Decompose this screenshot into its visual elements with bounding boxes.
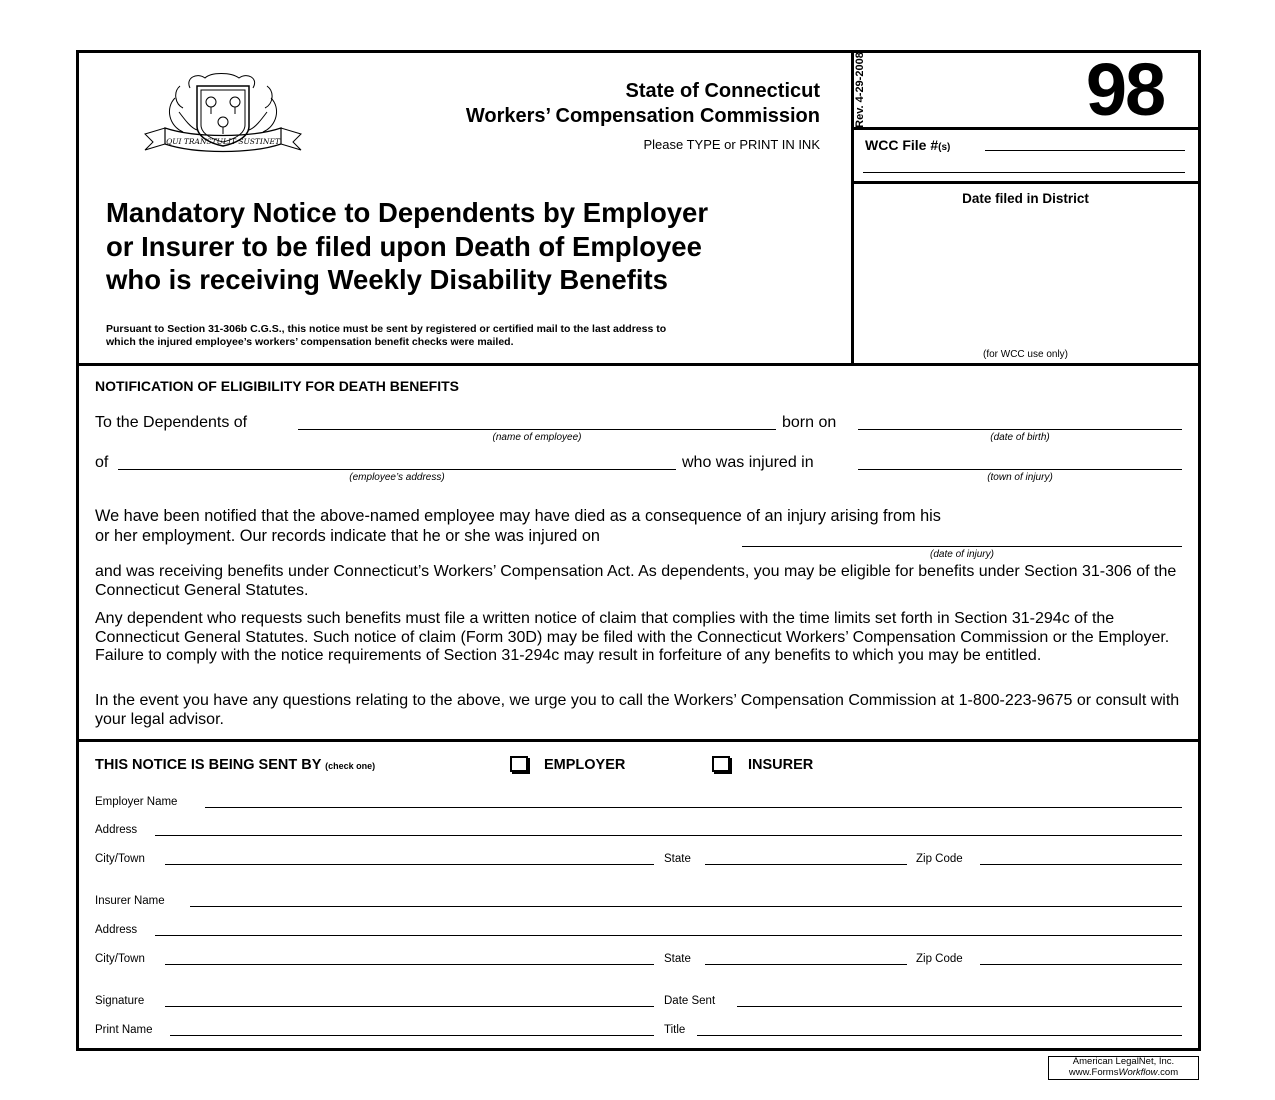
employer-name-input[interactable] [205,807,1182,808]
employer-state-input[interactable] [705,864,907,865]
insurer-state-input[interactable] [705,964,907,965]
date-sent-label: Date Sent [664,995,716,1007]
paragraph-1-line-2: or her employment. Our records indicate that he or she was injured on [95,527,600,545]
sender-heading [95,757,375,773]
date-filed-label: Date filed in District [962,191,1089,206]
pursuant-note-line-2: which the injured employee’s workers’ compensation benefit checks were mailed. [106,336,514,348]
insurer-city-input[interactable] [165,964,654,965]
check-one-note: (check one) [325,761,376,771]
employer-zip-input[interactable] [980,864,1182,865]
town-of-injury-input[interactable] [858,469,1182,470]
title-label: Title [664,1024,686,1036]
insurer-checkbox[interactable] [712,756,730,772]
wcc-use-only-note: (for WCC use only) [982,349,1068,360]
sender-heading-text: THIS NOTICE IS BEING SENT BY [95,757,322,773]
publisher-url [1049,1068,1198,1079]
connecticut-seal-logo [135,68,315,168]
date-of-birth-input[interactable] [858,429,1182,430]
employer-city-label: City/Town [95,853,145,865]
born-on-label: born on [782,414,837,431]
commission-name: Workers’ Compensation Commission [465,105,820,127]
pursuant-note [106,323,666,349]
form-title-line-2: or Insurer to be filed upon Death of Employee [106,230,702,262]
file-number-divider [854,181,1198,184]
signature-label: Signature [95,995,145,1007]
paragraph-2: and was receiving benefits under Connecticut’s Workers’ Compensation Act. As dependents, you may be eligible for benefits under Section 31-306 of the Connecticut General Statutes. [95,563,1177,599]
form-number: 98 [1085,48,1165,131]
header-divider [79,363,1198,366]
wcc-file-input-1[interactable] [985,150,1185,151]
insurer-zip-input[interactable] [980,964,1182,965]
wcc-file-label-text: WCC File # [865,137,939,153]
insurer-zip-label: Zip Code [916,953,963,965]
paragraph-4: In the event you have any questions relating to the above, we urge you to call the Workers’ Compensation Commission at 1-800-223-9675 or consult with your legal advisor. [95,692,1180,728]
insurer-state-label: State [664,953,691,965]
employee-address-caption: (employee’s address) [349,472,445,483]
revision-date: Rev. 4-29-2008 [854,52,866,128]
wcc-file-label [865,137,950,153]
publisher-box [1048,1056,1199,1080]
insurer-name-label: Insurer Name [95,895,165,907]
print-instruction: Please TYPE or PRINT IN INK [643,137,820,152]
form-title-line-3: who is receiving Weekly Disability Benefits [106,264,668,295]
insurer-address-label: Address [95,924,138,936]
employee-address-input[interactable] [118,469,676,470]
employer-option-label: EMPLOYER [544,757,626,773]
signature-input[interactable] [165,1006,654,1007]
insurer-option-label: INSURER [748,757,814,773]
title-input[interactable] [697,1035,1182,1036]
notification-heading: NOTIFICATION OF ELIGIBILITY FOR DEATH BENEFITS [95,378,459,394]
date-of-injury-input[interactable] [742,546,1182,547]
employer-name-label: Employer Name [95,796,178,808]
seal-ribbon-text: QUI TRANSTULIT SUSTINET [166,137,280,146]
town-of-injury-caption: (town of injury) [987,472,1053,483]
insurer-city-label: City/Town [95,953,145,965]
employee-name-input[interactable] [298,429,776,430]
employer-address-input[interactable] [155,835,1182,836]
employer-city-input[interactable] [165,864,654,865]
paragraph-1-line-1: We have been notified that the above-named employee may have died as a consequence of an injury arising from his [95,507,941,525]
paragraph-3: Any dependent who requests such benefits must file a written notice of claim that complies with the time limits set forth in Section 31-294c of the Connecticut General Statutes. Such notice of claim (Form 30D) may be filed with the Connecticut Workers’ Compensation Commission or the Employer. Failure to comply with the notice requirements of Section 31-294c may result in forfeiture of any benefits to which you may be entitled. [95,610,1170,664]
print-name-input[interactable] [170,1035,654,1036]
who-was-injured-label: who was injured in [682,454,814,471]
date-sent-input[interactable] [737,1006,1182,1007]
employer-checkbox[interactable] [510,756,528,772]
employer-zip-label: Zip Code [916,853,963,865]
wcc-file-input-2[interactable] [863,172,1185,173]
employer-address-label: Address [95,824,138,836]
of-label: of [95,454,109,471]
date-of-birth-caption: (date of birth) [990,432,1050,443]
publisher-url-italic: Workflow [1118,1066,1158,1078]
insurer-name-input[interactable] [190,906,1182,907]
publisher-url-prefix: www.Forms [1068,1066,1119,1078]
employer-state-label: State [664,853,691,865]
insurer-address-input[interactable] [155,935,1182,936]
employee-name-caption: (name of employee) [492,432,582,443]
print-name-label: Print Name [95,1024,153,1036]
date-of-injury-caption: (date of injury) [930,549,994,560]
publisher-url-suffix: .com [1157,1066,1179,1078]
wcc-file-label-suffix: (s) [938,142,951,153]
form-title [106,196,708,297]
form-title-line-1: Mandatory Notice to Dependents by Employer [106,197,709,228]
notification-divider [79,739,1198,742]
to-dependents-label: To the Dependents of [95,414,248,431]
publisher-name: American LegalNet, Inc. [1072,1056,1175,1067]
pursuant-note-line-1: Pursuant to Section 31-306b C.G.S., this notice must be sent by registered or certified mail to the last address to [106,323,667,335]
state-name: State of Connecticut [625,80,820,102]
